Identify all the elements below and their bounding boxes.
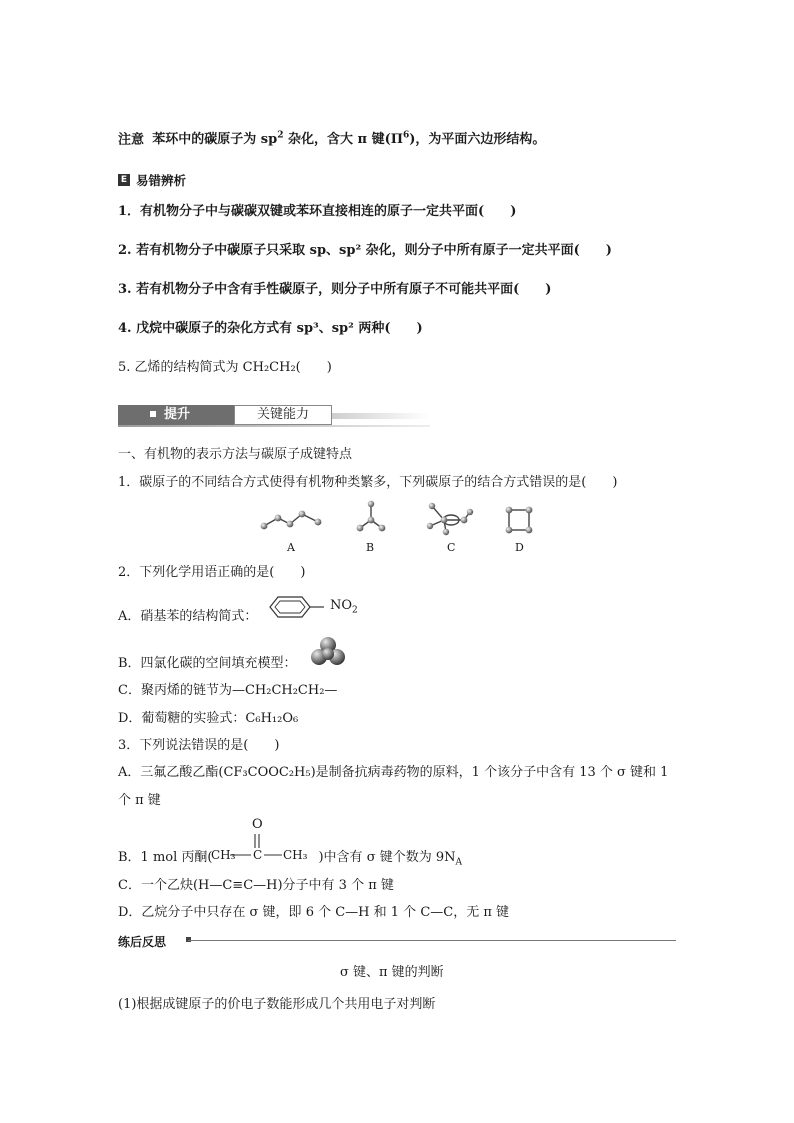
q3-stem: 3．下列说法错误的是( ) bbox=[118, 738, 280, 753]
acetone-o: O bbox=[252, 817, 263, 832]
ccl4-space-filling-model bbox=[311, 636, 345, 668]
note-label: 注意 bbox=[118, 132, 145, 148]
acetone-left-ch3: CH₃ bbox=[211, 848, 236, 862]
reflection-header bbox=[118, 933, 676, 947]
q3-option-d: D．乙烷分子中只存在 σ 键，即 6 个 C—H 和 1 个 C—C，无 π 键 bbox=[118, 905, 510, 920]
section-banner bbox=[118, 403, 430, 427]
q3-option-a-line2: 个 π 键 bbox=[118, 793, 161, 808]
nitrobenzene-structure bbox=[266, 594, 336, 620]
mistakes-heading bbox=[118, 171, 186, 189]
q2-option-c: C．聚丙烯的链节为—CH₂CH₂CH₂— bbox=[118, 683, 338, 698]
q3-option-c: C．一个乙炔(H—C≡C—H)分子中有 3 个 π 键 bbox=[118, 878, 394, 893]
q1-stem: 1．碳原子的不同结合方式使得有机物种类繁多，下列碳原子的结合方式错误的是( ) bbox=[118, 475, 618, 490]
q2-option-b: B．四氯化碳的空间填充模型： bbox=[118, 656, 297, 671]
q1-option-c-label: C bbox=[447, 541, 456, 554]
section-1-heading: 一、有机物的表示方法与碳原子成键特点 bbox=[118, 447, 353, 462]
reflection-item-1: (1)根据成键原子的价电子数能形成几个共用电子对判断 bbox=[118, 997, 436, 1012]
q1-option-a-label: A bbox=[287, 541, 295, 554]
mistake-item-3: 3. 若有机物分子中含有手性碳原子，则分子中所有原子不可能共平面( ) bbox=[118, 282, 552, 297]
q1-option-b-label: B bbox=[366, 541, 375, 554]
banner-fade bbox=[332, 413, 430, 419]
banner-right: 关键能力 bbox=[234, 405, 332, 425]
mistake-item-2: 2. 若有机物分子中碳原子只采取 sp、sp² 杂化，则分子中所有原子一定共平面( ) bbox=[118, 243, 612, 258]
q3-option-b: B．1 mol 丙酮( )中含有 σ 键个数为 $9N_A$ bbox=[118, 850, 462, 868]
mistake-item-4: 4. 戊烷中碳原子的杂化方式有 sp³、sp² 两种( ) bbox=[118, 321, 423, 336]
mistake-item-1: 1．有机物分子中与碳碳双键或苯环直接相连的原子一定共平面( ) bbox=[118, 204, 517, 219]
nitro-group-label: $NO_2$ bbox=[330, 598, 358, 616]
note-text: 苯环中的碳原子为 $sp^2$ 杂化，含大 π 键$(\Pi^6)$，为平面六边形结构。 bbox=[152, 131, 546, 148]
reflection-rule bbox=[188, 940, 676, 941]
reflection-title: σ 键、π 键的判断 bbox=[340, 965, 444, 980]
q1-molecule-figures bbox=[250, 500, 550, 544]
q1-option-d-label: D bbox=[515, 541, 524, 554]
mistakes-icon: E bbox=[118, 174, 130, 186]
q2-option-d: D．葡萄糖的实验式：C₆H₁₂O₆ bbox=[118, 711, 299, 726]
mistakes-title: 易错辨析 bbox=[136, 173, 187, 188]
banner-square-icon bbox=[150, 411, 156, 417]
note-line bbox=[118, 127, 545, 149]
molecule-c bbox=[427, 503, 473, 535]
acetone-right-ch3: CH₃ bbox=[283, 848, 308, 862]
molecule-b bbox=[357, 501, 386, 532]
acetone-center-c: C bbox=[253, 848, 263, 862]
molecule-d bbox=[506, 507, 533, 534]
q3-option-a-line1: A．三氟乙酸乙酯(CF₃COOC₂H₅)是制备抗病毒药物的原料，1 个该分子中含有 13 个 σ 键和 1 bbox=[118, 765, 669, 780]
mistake-item-5: 5. 乙烯的结构简式为 CH₂CH₂( ) bbox=[118, 360, 332, 375]
q2-stem: 2．下列化学用语正确的是( ) bbox=[118, 565, 306, 580]
banner-left: 提升 bbox=[118, 405, 234, 425]
molecule-a bbox=[261, 511, 322, 530]
q2-option-a: A．硝基苯的结构简式： bbox=[118, 609, 258, 624]
reflection-label: 练后反思 bbox=[118, 935, 167, 949]
banner-underline bbox=[118, 425, 430, 427]
